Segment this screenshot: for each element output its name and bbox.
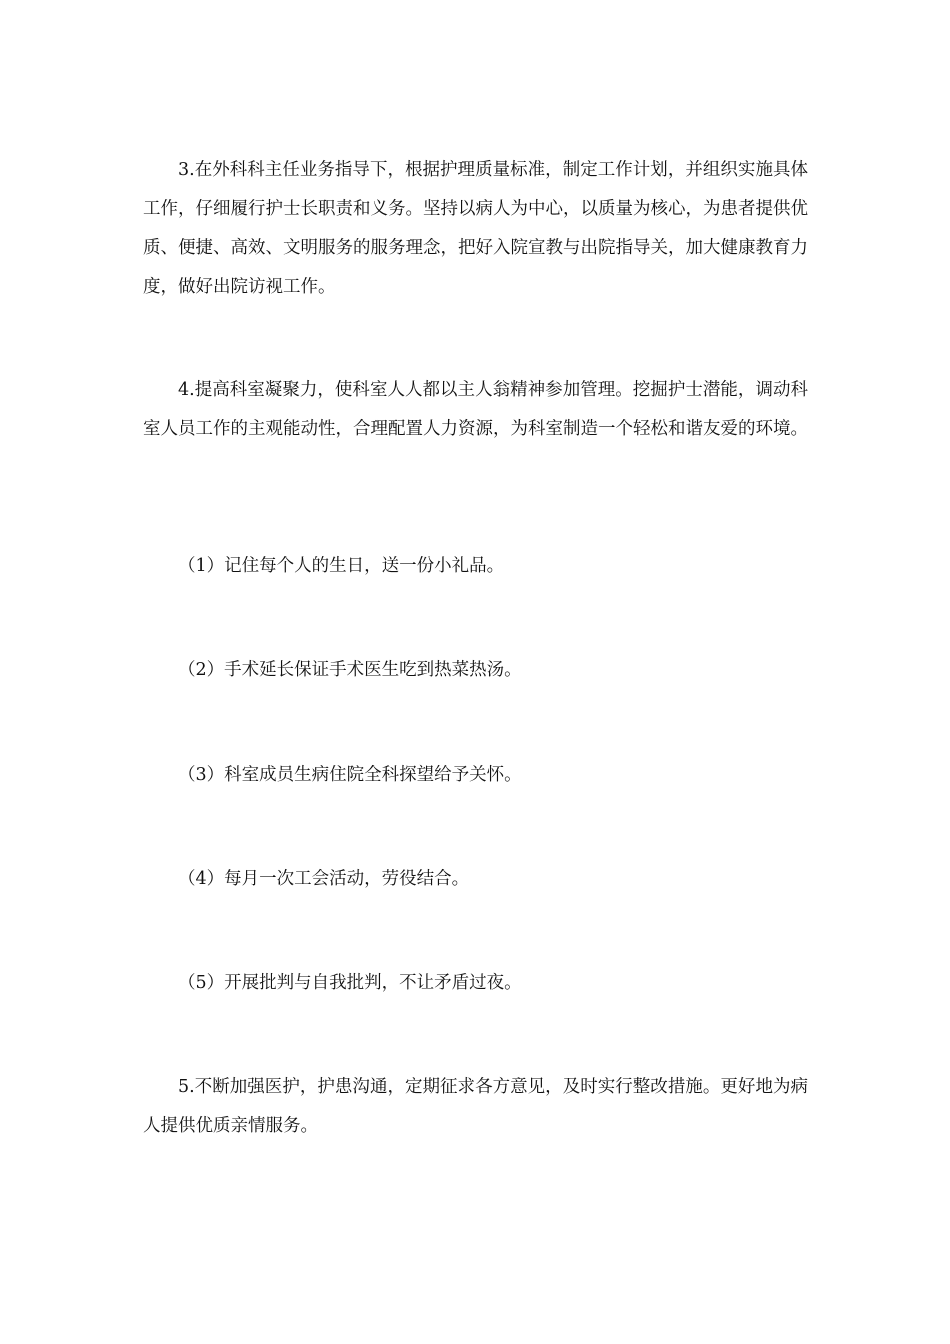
list-item: （3）科室成员生病住院全科探望给予关怀。 bbox=[178, 765, 522, 785]
list-item: （4）每月一次工会活动，劳役结合。 bbox=[178, 869, 470, 889]
paragraph-5: 5.不断加强医护，护患沟通，定期征求各方意见，及时实行整改措施。更好地为病人提供优质亲情服务。 bbox=[143, 1077, 808, 1136]
list-item: （2）手术延长保证手术医生吃到热菜热汤。 bbox=[178, 660, 522, 680]
list-item: （1）记住每个人的生日，送一份小礼品。 bbox=[178, 556, 505, 576]
paragraph-4: 4.提高科室凝聚力，使科室人人都以主人翁精神参加管理。挖掘护士潜能，调动科室人员工作的主观能动性，合理配置人力资源，为科室制造一个轻松和谐友爱的环境。 bbox=[143, 380, 808, 439]
paragraph-3: 3.在外科科主任业务指导下，根据护理质量标准，制定工作计划，并组织实施具体工作，仔细履行护士长职责和义务。坚持以病人为中心，以质量为核心，为患者提供优质、便捷、高效、文明服务的服务理念，把好入院宣教与出院指导关，加大健康教育力度，做好出院访视工作。 bbox=[143, 160, 808, 297]
list-item: （5）开展批判与自我批判，不让矛盾过夜。 bbox=[178, 973, 522, 993]
